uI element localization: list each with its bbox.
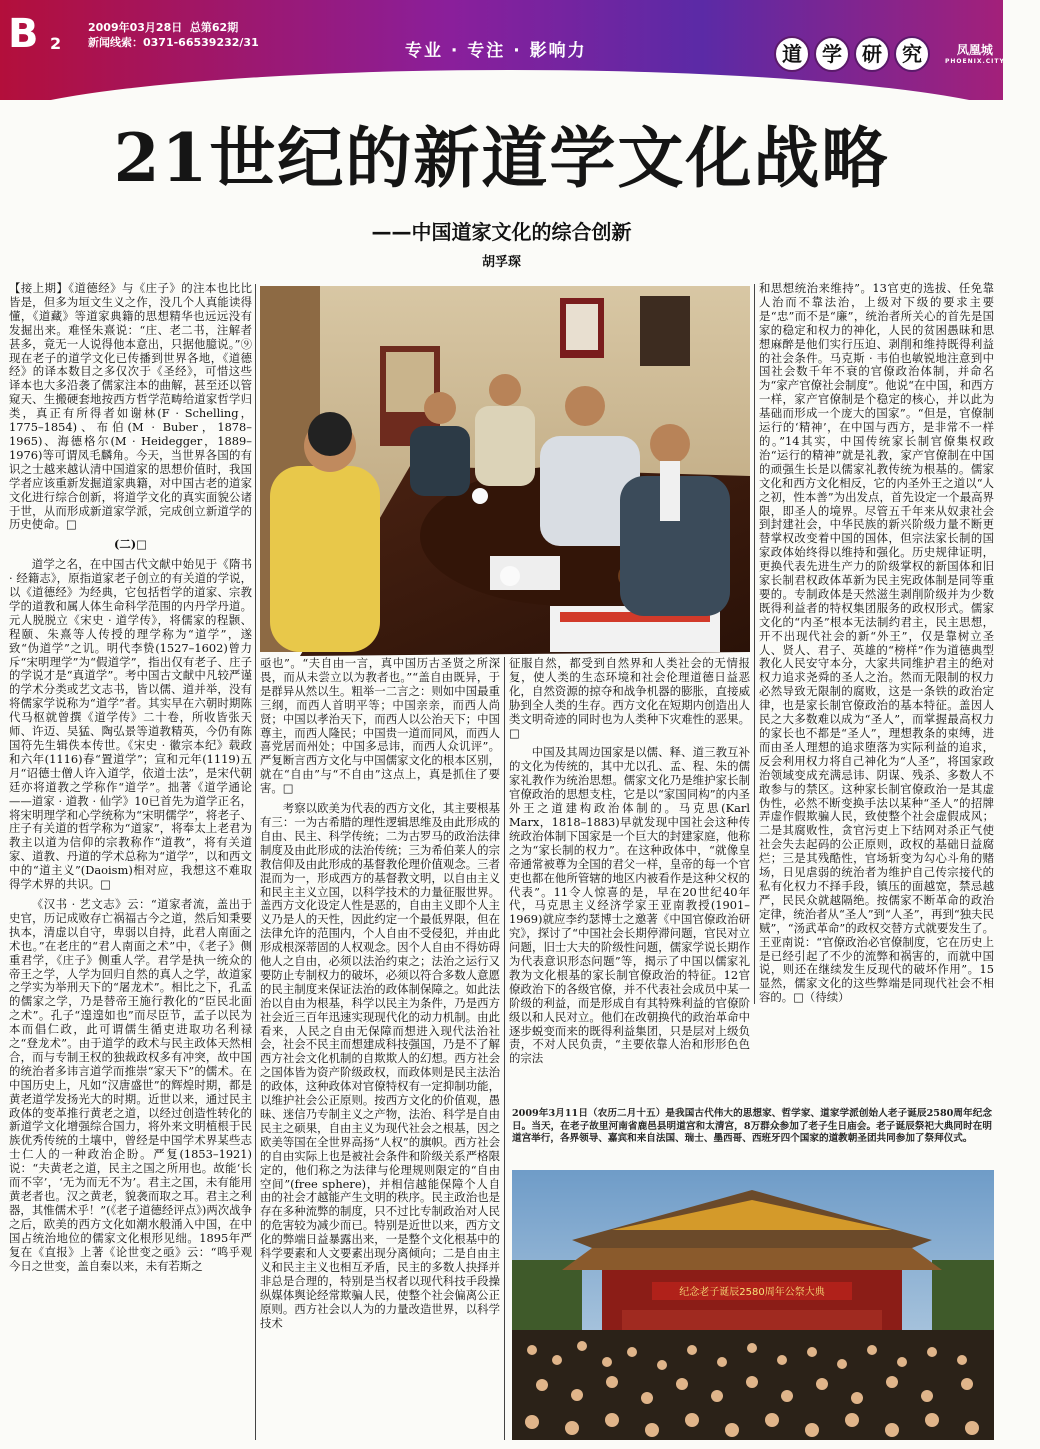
ceremony-photo-image	[512, 1170, 994, 1440]
paragraph: 和思想统治来维持”。13官吏的选拔、任免靠人治而不靠法治，上级对下级的要求主要是“忠”而不是“廉”，统治者所关心的首先是国家的稳定和权力的神化，人民的贫困愚昧和思想麻醉是他们实行压迫、剥削和维持既得利益的社会条件。马克斯 · 韦伯也敏锐地注意到中国社会数千年不衰的官僚政治体制，并命名为“家产官僚社会制度”。他说“在中国，和西方一样，家产官僚制是个稳定的核心，并以此为基础而形成一个庞大的国家”。“但是，官僚制运行的‘精神’，在中国与西方，是非常不一样的。”14其实，中国传统家长制官僚集权政治“运行的精神”就是礼教，家产官僚制在中国的顽强生长是以儒家礼教传统为根基的。儒家文化和西方文化相反，它的内圣外王之道以“人之初，性本善”为出发点，首先设定一个最高界限，即圣人的境界。尽管五千年来从奴隶社会到封建社会，中华民族的新兴阶级力量不断更替掌权改变着中国的国体，但宗法家长制的国家政体始终得以维持和强化。历史规律证明，更换代表先进生产力的阶级掌权的新国体和旧家长制君权政体革新为民主宪政体制是同等重要的。专制政体是天然滋生剥削阶级并为少数既得利益者的特权集团服务的政权形式。儒家文化的“内圣”根本无法制约君主，民主思想，开不出现代社会的新“外王”，仅是靠树立圣人、贤人、君子、英雄的“榜样”作为道德典型教化人民安守本分，大家共同维护君主的绝对权力追求尧舜的圣人之治。然而无限制的权力必然导致无限制的腐败，这是一条铁的政治定律，也是家长制官僚政治的基本特征。盖因人民之大多数难以成为“圣人”，而掌握最高权力的家长也不都是“圣人”，理想教条的束缚，进而由圣人理想的追求堕落为实际利益的追求，反会利用权力将自己神化为“人圣”，将国家政治领域变成充满忌讳、阴谋、残杀、多数人不敢参与的禁区。这种家长制官僚政治一是其虚伪性，必然不断变换手法以某种“圣人”的招牌弄虚作假欺骗人民，致使整个社会虚假成风；二是其腐败性，贪官污吏上下结网对杀正气使社会失去起码的公正原则，政权的基础日益腐烂；三是其残酷性，官场斩变为勾心斗角的赌场，日见虐弱的统治者为维护自己传宗接代的私有化权力不择手段，镇压的面越宽，禁忌越严，民民众就越隔绝。按儒家不断革命的政治定律，统治者从“圣人”到“人圣”，再到“独夫民贼”，“汤武革命”的政权交替方式就要发生了。王亚南说：“官僚政治必官僚制度，它在历史上是已经引起了不少的流弊和祸害的，而就中国说，则还在继续发生反现代的破坏作用”。15显然，儒家文化的这些弊端是同现代社会不相容的。□（待续）	[759, 281, 994, 1005]
paragraph: 征服自然，都受到自然界和人类社会的无情报复，使人类的生态环境和社会伦理道德日益恶化，自然资源的掠夺和战争机器的膨胀，直接威胁到全人类的生存。西方文化在短期内创造出人类文明奇迹的同时也为人类种下灾难性的恶果。□	[509, 656, 750, 740]
paragraph: 道学之名，在中国古代文献中始见于《隋书 · 经籍志》，原指道家老子创立的有关道的学说，以《道德经》为经典，它包括哲学的道家、宗教学的道教和属人体生命科学范围的内丹学丹道。元人脱脱立《宋史 · 道学传》，将儒家的程颢、程颐、朱熹等人传授的理学称为“道学”，遂致“伪道学”之讥。明代李贽(1527–1602)曾力斥“宋明理学”为“假道学”，指出仅有老子、庄子的学说才是“真道学”。考中国古文献中凡较严谨的学术分类或艺文志书，皆以儒、道并举，没有将儒家学说称为“道学”者。其实早在六朝时期陈代马枢就曾撰《道学传》二十卷，所收皆张天师、许迈、吴猛、陶弘景等道教精英，今仍有陈国符先生辑佚本传世。《宋史 · 徽宗本纪》载政和六年(1116)春“置道学”；宣和元年(1119)五月“诏德士僧人许入道学，依道士法”，是宋代朝廷亦将道教之学称作“道学”。拙著《道学通论——道家 · 道教 · 仙学》10已首先为道学正名，将宋明理学和心学统称为“宋明儒学”，将老子、庄子有关道的哲学称为“道家”，将奉太上老君为教主以道为信仰的宗教称作“道教”，将有关道家、道教、丹道的学术总称为“道学”，以和西文中的“道主义”(Daoism)相对应，我想这不难取得学术界的共识。□	[9, 557, 252, 892]
paragraph: 亟也”。“夫自由一言，真中国历古圣贤之所深畏，而从未尝立以为教者也。”“盖自由既异，于是群异从然以生。粗举一二言之：则如中国最重三纲，而西人首明平等；中国亲亲，而西人尚贤；中国以孝治天下，而西人以公治天下；中国尊主，而西人隆民；中国贵一道而同风，而西人喜党居而州处；中国多忌讳，而西人众讥评”。严复断言西方文化与中国儒家文化的根本区别，就在“自由”与“不自由”这点上，真是抓住了要害。□	[260, 656, 500, 796]
brand-name: 凤凰城	[956, 43, 993, 57]
meeting-photo-image	[260, 286, 750, 652]
column-char: 研	[854, 36, 890, 72]
article-title: 21世纪的新道学文化战略	[113, 119, 890, 197]
text-column-2	[260, 657, 500, 1440]
news-hotline: 新闻线索：0371-66539232/31	[88, 36, 259, 49]
issue-info	[88, 20, 259, 50]
brand-logo	[945, 44, 1005, 68]
article-subtitle: ——中国道家文化的综合创新	[371, 220, 632, 244]
section-number: (二)□	[114, 537, 147, 552]
text-column-3	[509, 656, 750, 1066]
page-header	[0, 0, 1003, 100]
column-name	[774, 36, 930, 72]
page-number: 2	[50, 34, 62, 53]
column-char: 学	[814, 36, 850, 72]
slogan: 专业 · 专注 · 影响力	[405, 41, 587, 61]
column-char: 究	[894, 36, 930, 72]
column-char: 道	[774, 36, 810, 72]
ceremony-photo	[512, 1170, 994, 1440]
issue-date: 2009年03月28日	[88, 21, 183, 34]
paragraph: 《汉书 · 艺文志》云：“道家者流，盖出于史官，历记成败存亡祸福古今之道，然后知秉要执本，清虚以自守，卑弱以自持，此君人南面之术也。”在老庄的“君人南面之术”中，《老子》侧重君学，《庄子》侧重人学。君学是执一统众的帝王之学，人学为回归自然的真人之学，故道家之学实为举刑天下的“屠龙术”。相比之下，孔孟的儒家之学，乃是替帝王施行教化的“臣民北面之术”。孔子“遑遑如也”而尽臣节，孟子以民为本而倡仁政，此可谓儒生循吏进取功名利禄之“登龙术”。由于道学的政术与民主政体天然相合，而与专制王权的独裁政权多有冲突，故中国的统治者多讳言道学而推崇“家天下”的儒术。在中国历史上，凡如“汉唐盛世”的辉煌时期，都是黄老道学发扬光大的时期。近世以来，通过民主政体的变革推行黄老之道，以经过创造性转化的新道学文化增强综合国力，将外来文明植根于民族优秀传统的土壤中，曾经是中国学术界某些志士仁人的一种政治企盼。严复(1853–1921)说：“夫黄老之道，民主之国之所用也。故能‘长而不宰’，‘无为而无不为’。君主之国，未有能用黄老者也。汉之黄老，貌袭而取之耳。君主之利器，其惟儒术乎！”(《老子道德经评点》)两次战争之后，欧美的西方文化如潮水般涌入中国，在中国占统治地位的儒家文化根形见绌。1895年严复在《直报》上著《论世变之亟》云：“鸣乎观今日之世变，盖自秦以来，未有若斯之	[9, 896, 252, 1273]
paragraph: 中国及其周边国家是以儒、释、道三教互补的文化为传统的，其中尤以孔、孟、程、朱的儒家礼教作为统治思想。儒家文化乃是维护家长制官僚政治的思想支柱，它是以“家国同构”的内圣外王之道建构政治体制的。马克思(Karl Marx，1818–1883)早就发现中国社会这种传统政治体制下国家是一个巨大的封建家庭，他称之为“家长制的权力”。在这种政体中，“就像皇帝通常被尊为全国的君父一样，皇帝的每一个官吏也都在他所管辖的地区内被看作是这种父权的代表”。11令人惊喜的是，早在20世纪40年代，马克思主义经济学家王亚南教授(1901–1969)就应李约瑟博士之邀著《中国官僚政治研究》，探讨了“中国社会长期停滞问题，官民对立问题，旧士大夫的阶级性问题，儒家学说长期作为代表意识形态问题”等，揭示了中国以儒家礼教为文化根基的家长制官僚政治的特征。12官僚政治下的各级官僚，并不代表社会成员中某一阶级的利益，而是形成自有其特殊利益的官僚阶级以和人民对立。他们在改朝换代的政治革命中逐步蜕变而来的既得利益集团，只是层对上级负责，不对人民负责，“主要依靠人治和形形色色的宗法	[509, 745, 750, 1066]
column-divider	[754, 284, 755, 1004]
text-column-1	[9, 282, 252, 1440]
text-column-4	[759, 282, 994, 1108]
ceremony-banner: 纪念老子诞辰2580周年公祭大典	[679, 1287, 825, 1298]
photo-caption: 2009年3月11日（农历二月十五）是我国古代伟大的思想家、哲学家、道家学派创始人老子诞辰2580周年纪念日。当天，在老子故里河南省鹿邑县明道宫和太清宫，8万群众参加了老子生日庙会。老子诞辰祭祀大典同时在明道宫举行，各界领导、嘉宾和来自法国、瑞士、墨西哥、西班牙四个国家的道教朝圣团共同参加了祭拜仪式。	[512, 1108, 992, 1145]
article-author: 胡孚琛	[481, 255, 521, 270]
paragraph: 【接上期】《道德经》与《庄子》的注本也比比皆是，但多为垣文生义之作，没几个人真能读得懂，《道藏》等道家典籍的思想精华也远远没有发掘出来。难怪朱熹说：“庄、老二书，注解者甚多，竟无一人说得他本意出，只据他臆说。”⑨现在老子的道学文化已传播到世界各地，《道德经》的译本数目之多仅次于《圣经》，可惜这些译本也大多沿袭了儒家注本的曲解，甚至还以管窥天、生搬硬套地按西方哲学范畴给道家哲学归类，真正有所得者如谢林(F · Schelling，1775–1854)、布伯(M · Buber，1878–1965)、海德格尔(M · Heidegger，1889–1976)等可谓凤毛麟角。今天，当世界各国的有识之士越来越认清中国道家的思想价值时，我国学者应该重新发掘道家典籍，对中国古老的道家文化进行综合创新，将道学文化的真实面貌公诸于世，从而形成新道家学派，完成创立新道学的历史使命。□	[9, 281, 252, 532]
column-divider	[255, 284, 256, 1440]
brand-name-en: PHOENIX.CITY	[945, 58, 1005, 65]
paragraph: 考察以欧美为代表的西方文化，其主要根基有三：一为古希腊的理性逻辑思维及由此形成的自由、民主、科学传统；二为古罗马的政治法律制度及由此形成的法治传统；三为希伯莱人的宗教信仰及由此形成的基督教伦理价值观念。三者混而为一，形成西方的基督教文明，以自由主义和民主主义立国，以科学技术的力量征服世界。盖西方文化设定人性是恶的，自由主义即个人主义乃是人的天性，因此约定一个最低界限，但在法律允许的范围内，个人自由不受侵犯，并由此形成根深蒂固的人权观念。因个人自由不得妨碍他人之自由，必须以法治约束之；法治之运行又要防止专制权力的破坏，必须以符合多数人意愿的民主制度来保证法治的政体制保障之。如此法治以自由为根基，科学以民主为条件，乃是西方社会近三百年迅速实现现代化的动力机制。由此看来，人民之自由无保障而想进入现代法治社会，社会不民主而想建成科技强国，乃是不了解西方社会文化机制的自欺欺人的幻想。西方社会之国体皆为资产阶级政权，而政体则是民主法治的政体，这种政体对官僚特权有一定抑制功能，以维护社会公正原则。按西方文化的价值观，愚昧、迷信乃专制主义之产物，法治、科学是自由民主之硕果，自由主义为现代社会之根基，因之欧美等国在全世界高扬“人权”的旗帜。西方社会的自由实际上也是被社会条件和阶级关系严格限定的，他们称之为法律与伦理规则限定的“自由空间”(free sphere)，并相信越能保障个人自由的社会才越能产生文明的秩序。民主政治也是存在多种流弊的制度，只不过比专制政治对人民的危害较为减少而已。特别是近世以来，西方文化的弊端日益暴露出来，一是整个文化根基中的科学要素和人文要素出现分离倾向；二是自由主义和民主主义也相互矛盾，民主的多数人抉择并非总是合理的，特别是当权者以现代科技手段操纵媒体舆论经常欺骗人民，使整个社会偏离公正原则。西方社会以人为的力量改造世界，以科学技术	[260, 801, 500, 1330]
column-divider	[504, 657, 505, 1440]
meeting-photo	[260, 286, 750, 652]
issue-number: 总第62期	[189, 21, 239, 34]
page-letter: B	[8, 11, 39, 57]
